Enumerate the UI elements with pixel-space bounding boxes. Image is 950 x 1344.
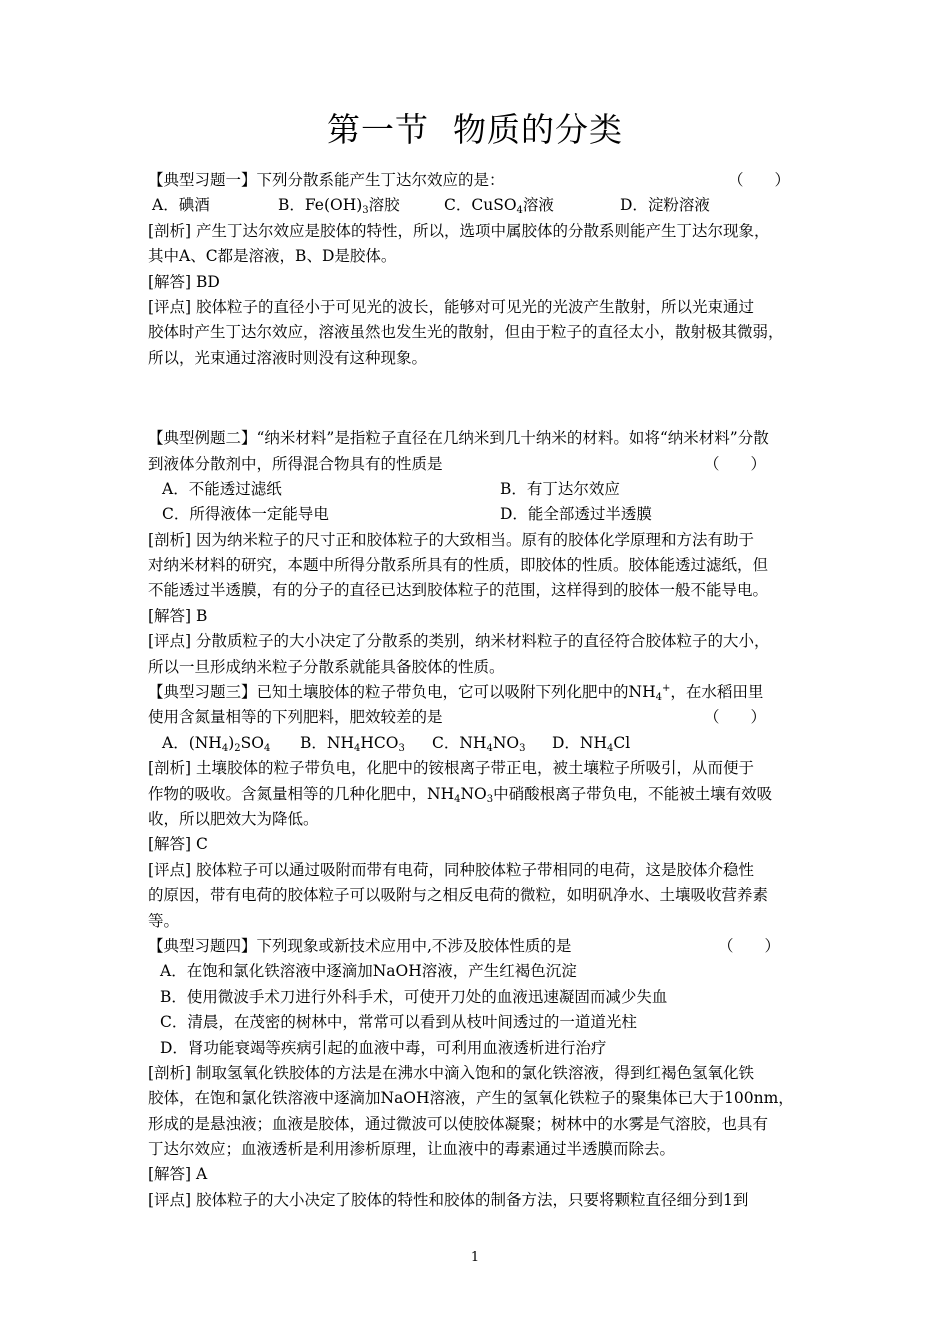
- comment-1-line2: 胶体时产生丁达尔效应，溶液虽然也发生光的散射，但由于粒子的直径太小，散射极其微弱，: [148, 323, 784, 342]
- title-part-a: 第一节: [327, 110, 429, 149]
- analysis-4-line1: [剖析] 制取氢氧化铁胶体的方法是在沸水中滴入饱和的氯化铁溶液，得到红褐色氢氧化铁: [148, 1063, 755, 1082]
- answer-3: [解答] C: [148, 835, 208, 854]
- option-d: D．肾功能衰竭等疾病引起的血液中毒，可利用血液透析进行治疗: [160, 1038, 607, 1057]
- question-3-line2: [148, 705, 810, 730]
- analysis-1-line2: 其中A、C都是溶液，B、D是胶体。: [148, 247, 397, 266]
- options-3: [148, 731, 810, 756]
- title-part-b: 物质的分类: [453, 110, 623, 149]
- answer-paren: （ ）: [718, 936, 781, 955]
- analysis-2-line2: 对纳米材料的研究，本题中所得分散系所具有的性质，即胶体的性质。胶体能透过滤纸，但: [148, 556, 769, 575]
- option-d: D．$NH_4Cl$: [552, 733, 631, 754]
- option-b: B．有丁达尔效应: [500, 479, 620, 498]
- question-3-text: 使用含氮量相等的下列肥料，肥效较差的是: [148, 708, 443, 727]
- answer-4: [解答] A: [148, 1165, 208, 1184]
- option-b: B．$Fe(OH)_3$溶胶: [278, 196, 400, 217]
- option-c: C．所得液体一定能导电: [162, 505, 329, 524]
- option-b: B．使用微波手术刀进行外科手术，可使开刀处的血液迅速凝固而减少失血: [160, 987, 668, 1006]
- comment-2-line1: [评点] 分散质粒子的大小决定了分散系的类别，纳米材料粒子的直径符合胶体粒子的大小，: [148, 632, 770, 651]
- answer-paren: （ ）: [704, 454, 767, 473]
- option-a: A．碘酒: [152, 196, 210, 215]
- option-c: C．CuSO$_4$溶液: [444, 196, 554, 217]
- comment-1-line3: 所以，光束通过溶液时则没有这种现象。: [148, 348, 428, 367]
- comment-1-line1: [评点] 胶体粒子的直径小于可见光的波长，能够对可见光的光波产生散射，所以光束通过: [148, 297, 755, 316]
- comment-3-line3: 等。: [148, 911, 180, 930]
- options-1: [148, 193, 810, 218]
- page-number: 1: [470, 1250, 480, 1265]
- analysis-4-line4: 丁达尔效应；血液透析是利用渗析原理，让血液中的毒素通过半透膜而除去。: [148, 1140, 676, 1159]
- question-4-text: 【典型习题四】下列现象或新技术应用中,不涉及胶体性质的是: [148, 936, 572, 955]
- answer-1: [解答] BD: [148, 272, 220, 291]
- analysis-4-line3: 形成的是悬浊液；血液是胶体，通过微波可以使胶体凝聚；树林中的水雾是气溶胶，也具有: [148, 1114, 769, 1133]
- option-c: C．清晨，在茂密的树林中，常常可以看到从枝叶间透过的一道道光柱: [160, 1013, 637, 1032]
- document-body: [148, 168, 810, 1213]
- analysis-3-line2: 作物的吸收。含氮量相等的几种化肥中，$NH_4NO_3$中硝酸根离子带负电，不能被土壤有效吸: [148, 784, 773, 805]
- comment-3-line2: 的原因，带有电荷的胶体粒子可以吸附与之相反电荷的微粒，如明矾净水、土壤吸收营养素: [148, 886, 769, 905]
- option-a: A．$(NH_4)_2SO_4$: [162, 733, 271, 754]
- options-2-row2: [148, 502, 810, 527]
- option-a: A．在饱和氯化铁溶液中逐滴加NaOH溶液，产生红褐色沉淀: [160, 962, 577, 981]
- analysis-3-line1: [剖析] 土壤胶体的粒子带负电，化肥中的铵根离子带正电，被土壤粒子所吸引，从而便于: [148, 759, 755, 778]
- comment-2-line2: 所以一旦形成纳米粒子分散系就能具备胶体的性质。: [148, 657, 505, 676]
- page-title: [0, 104, 950, 151]
- question-1: [148, 168, 810, 193]
- option-a: A．不能透过滤纸: [162, 479, 282, 498]
- answer-2: [解答] B: [148, 606, 208, 625]
- option-c: C．$NH_4NO_3$: [432, 733, 526, 754]
- option-d: D．淀粉溶液: [620, 196, 710, 215]
- answer-paren: （ ）: [728, 171, 791, 189]
- question-2-text: 到液体分散剂中，所得混合物具有的性质是: [148, 454, 443, 473]
- analysis-4-line2: 胶体，在饱和氯化铁溶液中逐滴加NaOH溶液，产生的氢氧化铁粒子的聚集体已大于100nm，: [148, 1089, 794, 1108]
- option-d: D．能全部透过半透膜: [500, 505, 652, 524]
- options-2-row1: [148, 477, 810, 502]
- question-2-line1: 【典型例题二】“纳米材料”是指粒子直径在几纳米到几十纳米的材料。如将“纳米材料”分散: [148, 429, 769, 448]
- analysis-3-line3: 收，所以肥效大为降低。: [148, 809, 319, 828]
- question-4: [148, 934, 810, 959]
- comment-4-line1: [评点] 胶体粒子的大小决定了胶体的特性和胶体的制备方法，只要将颗粒直径细分到1到: [148, 1190, 749, 1209]
- question-2-line2: [148, 452, 810, 477]
- analysis-2-line3: 不能透过半透膜，有的分子的直径已达到胶体粒子的范围，这样得到的胶体一般不能导电。: [148, 581, 769, 600]
- answer-paren: （ ）: [704, 708, 767, 727]
- question-1-text: 【典型习题一】下列分散系能产生丁达尔效应的是：: [148, 171, 505, 189]
- option-b: B．$NH_4HCO_3$: [300, 733, 405, 754]
- analysis-2-line1: [剖析] 因为纳米粒子的尺寸正和胶体粒子的大致相当。原有的胶体化学原理和方法有助于: [148, 530, 755, 549]
- comment-3-line1: [评点] 胶体粒子可以通过吸附而带有电荷，同种胶体粒子带相同的电荷，这是胶体介稳性: [148, 860, 755, 879]
- analysis-1-line1: [剖析] 产生丁达尔效应是胶体的特性，所以，选项中属胶体的分散系则能产生丁达尔现象，: [148, 221, 770, 240]
- question-3-line1: 【典型习题三】已知土壤胶体的粒子带负电，它可以吸附下列化肥中的$NH_4^+$，在水稻田里: [148, 683, 764, 704]
